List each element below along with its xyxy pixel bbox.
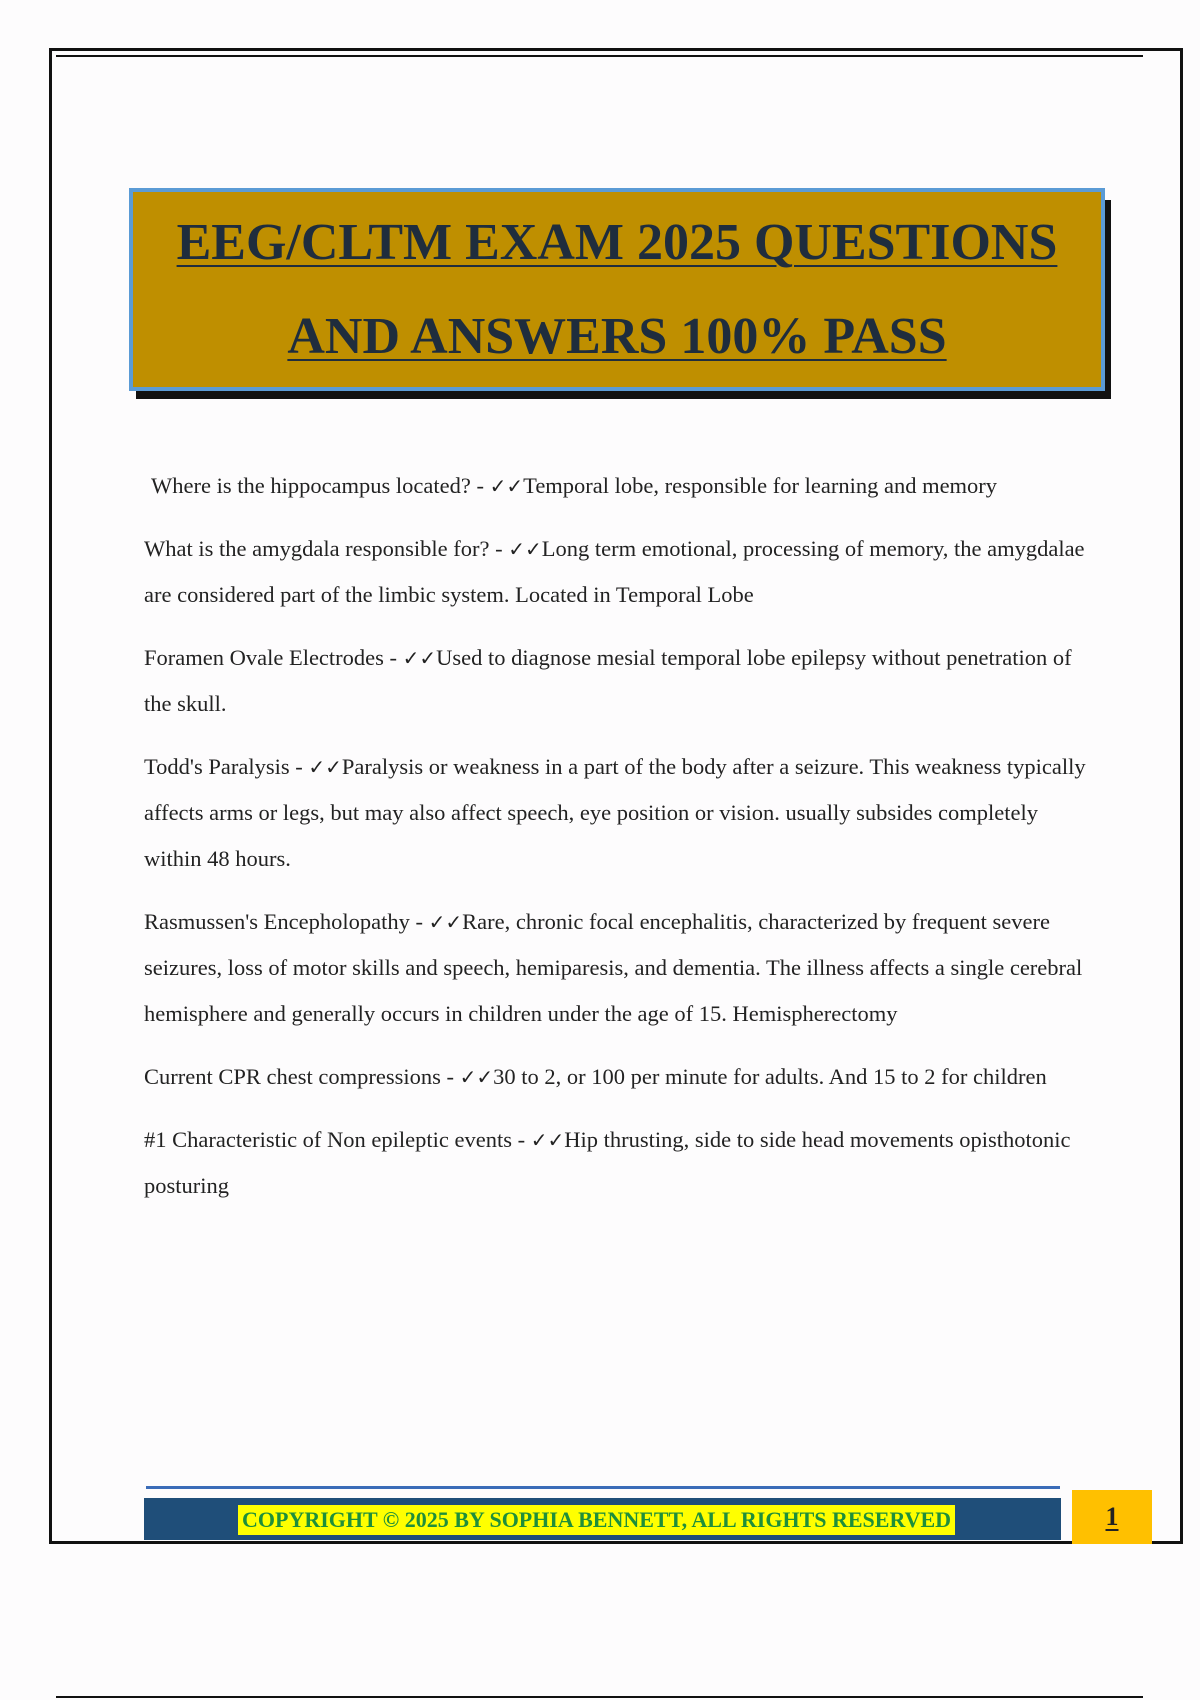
qa-item: [144, 635, 1099, 727]
double-check-icon: ✓✓: [308, 755, 342, 779]
double-check-icon: ✓✓: [530, 1128, 565, 1152]
qa-item: [144, 1054, 1099, 1100]
answer-text: Paralysis or weakness in a part of the body after a seizure. This weakness typically affects arms or legs, but may also affect speech, eye position or vision. usually subsides completely within 48 hours.: [144, 754, 1086, 871]
answer-text: 30 to 2, or 100 per minute for adults. And 15 to 2 for children: [493, 1064, 1047, 1089]
qa-item: [144, 899, 1099, 1037]
page-number: 1: [1105, 1502, 1119, 1531]
title-box: [129, 188, 1105, 391]
question-text: What is the amygdala responsible for? -: [144, 536, 509, 561]
double-check-icon: ✓✓: [508, 537, 542, 561]
double-check-icon: ✓✓: [402, 646, 437, 670]
bottom-rule: [56, 1696, 1143, 1698]
title-line-2: AND ANSWERS 100% PASS: [287, 307, 947, 365]
top-rule: [56, 55, 1143, 57]
question-text: Rasmussen's Encepholopathy -: [144, 909, 429, 934]
answer-text: Hip thrusting, side to side head movements opisthotonic posturing: [144, 1127, 1071, 1198]
answer-text: Used to diagnose mesial temporal lobe epilepsy without penetration of the skull.: [144, 645, 1072, 716]
qa-item: [144, 526, 1099, 618]
question-text: Todd's Paralysis -: [144, 754, 309, 779]
footer-rule: [146, 1486, 1060, 1489]
answer-text: Rare, chronic focal encephalitis, characterized by frequent severe seizures, loss of motor skills and speech, hemiparesis, and dementia. The illness affects a single cerebral hemisphere and generally occurs in children under the age of 15. Hemispherectomy: [144, 909, 1083, 1026]
qa-list: [144, 463, 1099, 1226]
question-text: Current CPR chest compressions -: [144, 1064, 460, 1089]
double-check-icon: ✓✓: [489, 474, 524, 498]
title-line-1: EEG/CLTM EXAM 2025 QUESTIONS: [176, 213, 1058, 271]
page-number-box: [1072, 1490, 1152, 1544]
question-text: Where is the hippocampus located? -: [151, 473, 490, 498]
question-text: Foramen Ovale Electrodes -: [144, 645, 403, 670]
double-check-icon: ✓✓: [459, 1065, 494, 1089]
copyright-notice: COPYRIGHT © 2025 BY SOPHIA BENNETT, ALL RIGHTS RESERVED: [238, 1505, 955, 1535]
qa-item: [144, 744, 1099, 882]
answer-text: Temporal lobe, responsible for learning and memory: [523, 473, 998, 498]
question-text: #1 Characteristic of Non epileptic events -: [144, 1127, 531, 1152]
double-check-icon: ✓✓: [428, 910, 463, 934]
qa-item: [144, 463, 1099, 509]
answer-text: Long term emotional, processing of memory, the amygdalae are considered part of the limbic system. Located in Temporal Lobe: [144, 536, 1085, 607]
qa-item: [144, 1117, 1099, 1209]
